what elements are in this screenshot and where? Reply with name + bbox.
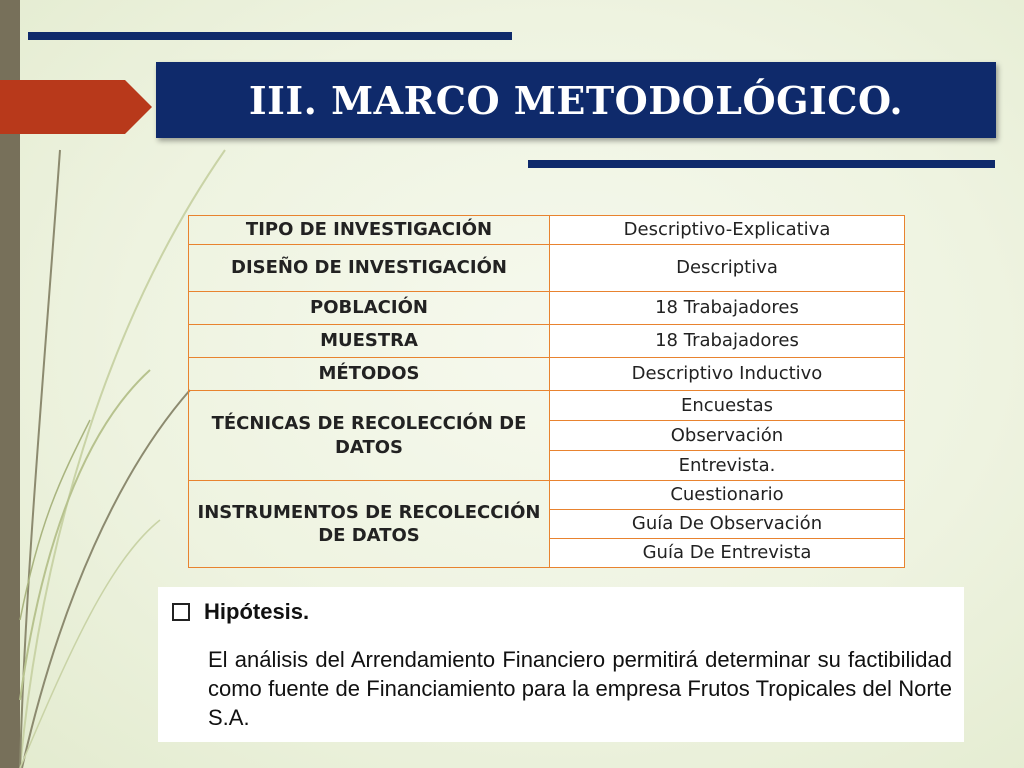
- row-value: Descriptiva: [550, 245, 905, 292]
- techniques-value: Entrevista.: [550, 451, 905, 481]
- row-value: 18 Trabajadores: [550, 292, 905, 325]
- top-accent-line: [28, 32, 512, 40]
- methodology-table: [188, 215, 905, 568]
- row-label: POBLACIÓN: [189, 292, 550, 325]
- title-banner: [156, 62, 996, 138]
- row-value: 18 Trabajadores: [550, 325, 905, 358]
- hypothesis-title: Hipótesis.: [204, 599, 310, 624]
- table-row: [189, 391, 905, 421]
- instruments-label: INSTRUMENTOS DE RECOLECCIÓN DE DATOS: [189, 481, 550, 568]
- arrow-icon: [0, 80, 152, 134]
- hypothesis-text: El análisis del Arrendamiento Financiero permitirá determinar su factibilidad como fuente de Financiamiento para la empresa Frutos Tropicales del Norte S.A.: [208, 647, 952, 730]
- hypothesis-heading: [172, 599, 309, 625]
- instruments-value: Guía De Entrevista: [550, 539, 905, 568]
- instruments-value: Cuestionario: [550, 481, 905, 510]
- instruments-value: Guía De Observación: [550, 510, 905, 539]
- row-label: MUESTRA: [189, 325, 550, 358]
- row-label: TIPO DE INVESTIGACIÓN: [189, 216, 550, 245]
- hypothesis-box: [158, 587, 964, 742]
- table-row: [189, 481, 905, 510]
- row-value: Descriptivo Inductivo: [550, 358, 905, 391]
- table-row: [189, 216, 905, 245]
- row-label: DISEÑO DE INVESTIGACIÓN: [189, 245, 550, 292]
- techniques-value: Observación: [550, 421, 905, 451]
- row-label: MÉTODOS: [189, 358, 550, 391]
- row-value: Descriptivo-Explicativa: [550, 216, 905, 245]
- table-row: [189, 358, 905, 391]
- checkbox-bullet-icon: [172, 603, 190, 621]
- table-row: [189, 292, 905, 325]
- techniques-value: Encuestas: [550, 391, 905, 421]
- techniques-label: TÉCNICAS DE RECOLECCIÓN DE DATOS: [189, 391, 550, 481]
- bottom-accent-line: [528, 160, 995, 168]
- table-row: [189, 325, 905, 358]
- table-row: [189, 245, 905, 292]
- slide-title: III. MARCO METODOLÓGICO.: [248, 77, 904, 123]
